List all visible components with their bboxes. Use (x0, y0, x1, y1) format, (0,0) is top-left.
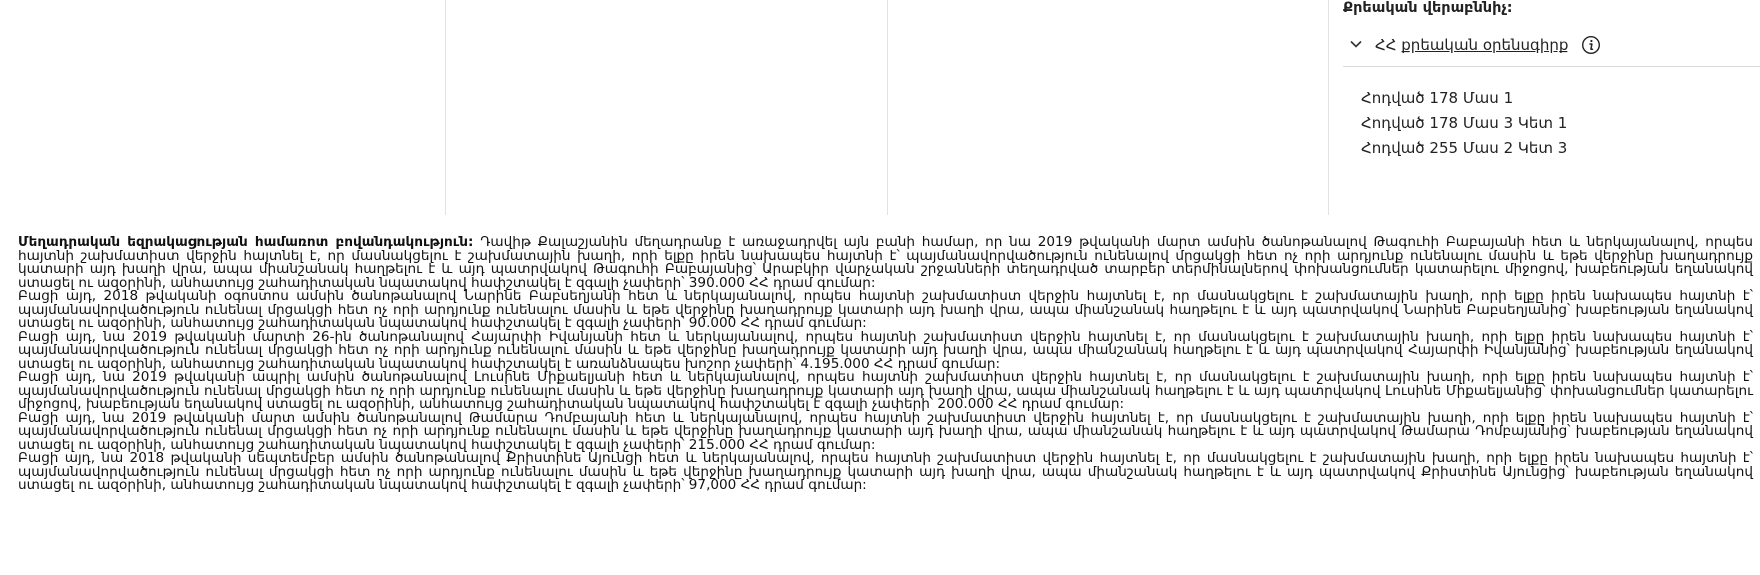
summary-paragraph: Բացի այդ, նա 2019 թվականի ապրիլ ամսին ծանոթանալով Լուսինե Միքաելյանի հետ և ներկայանալով, որպես հայտնի շախմատիստ վերջին հայտնել է, որ մասնակցելու է շախմատային խաղի, որի ելքը իրեն նախապես հայտնի է՝ պայմանավորվածություն ունենալ մրցակցի հետ ոչ որի արդյունք ունենալու մասին և եթե վերջինը խաղադրույք կատարի այդ խաղի վրա, ապա միանշանակ հաղթելու է և այդ պատրվակով Լուսինե Միքաելյանից՝ փոխանցումներ կատարելու միջոցով, խաբեության եղանակով ստացել ու ազօրինի, անհատույց շահադիտական նպատակով հափշտակել է զգալի չափերի՝ 200.000 ՀՀ դրամ գումար: (18, 369, 1753, 412)
article-item[interactable]: Հոդված 178 Մաս 1 (1361, 89, 1514, 107)
sidebar-heading: Քրեական վերաբննիչ: (1343, 0, 1513, 16)
indictment-summary (18, 236, 1753, 493)
summary-lead: Մեղադրական եզրակացության համառոտ բովանդակություն: (18, 234, 474, 250)
column-divider (1328, 0, 1329, 215)
article-item[interactable]: Հոդված 178 Մաս 3 Կետ 1 (1361, 114, 1568, 132)
case-info-panel (0, 0, 1760, 215)
summary-paragraph: Բացի այդ, նա 2019 թվականի մարտի 26-ին ծանոթանալով Հայարփի Իվանյանի հետ և ներկայանալով, որպես հայտնի շախմատիստ վերջին հայտնել է, որ մասնակցելու է շախմատային խաղի, որի ելքը իրեն նախապես հայտնի է՝ պայմանավորվածություն ունենալ մրցակցի հետ ոչ որի արդյունք ունենալու մասին և եթե վերջինը խաղադրույք կատարի այդ խաղի վրա, ապա միանշանակ հաղթելու է և այդ պատրվակով Հայարփի Իվանյանից՝ խաբեության եղանակով ստացել ու ազօրինի, անհատույց շահադիտական նպատակով հափշտակել է առանձնապես խոշոր չափերի՝ 4.195.000 ՀՀ դրամ գումար: (18, 328, 1753, 372)
criminal-code-accordion-header[interactable] (1343, 34, 1760, 67)
criminal-appeal-sidebar (1343, 0, 1760, 215)
article-item[interactable]: Հոդված 255 Մաս 2 Կետ 3 (1361, 139, 1568, 157)
column-divider (445, 0, 446, 215)
column-divider (887, 0, 888, 215)
criminal-code-link[interactable]: քրեական օրենսգիրք (1401, 36, 1569, 54)
article-list (1361, 86, 1567, 161)
title-prefix: ՀՀ (1375, 36, 1397, 54)
info-icon[interactable] (1581, 35, 1601, 55)
summary-text: Դավիթ Քալաշյանին մեղադրանք է առաջադրվել այն բանի համար, որ նա 2019 թվականի մարտ ամսին ծանոթանալով Թագուհի Բաբայանի հետ և ներկայանալով, որպես հայտնի շախմատիստ վերջին հայտնել է, որ մասնակցելու է շախմատային խաղի, որի ելքը իրեն նախապես հայտնի է՝ պայմանավորվածություն ունենալով մրցակցի հետ ոչ որի արդյունք ունենալու մասին և եթե վերջինը խաղադրույք կատարի այդ խաղի վրա, ապա միանշանակ հաղթելու է և այդ պատրվակով Թագուհի Բաբայանից՝ Արաբկիր վարչական շրջանների տեղադրված տարբեր տերմինալներով փոխանցումներ կատարելու միջոցով, խաբեության եղանակով ստացել ու ազօրինի, անհատույց շահադիտական նպատակով հափշտակել է զգալի չափերի՝ 390.000 ՀՀ դրամ գումար: (18, 234, 1753, 291)
summary-paragraph: Բացի այդ, նա 2018 թվականի սեպտեմբեր ամսին ծանոթանալով Քրիստինե Այունցի հետ և ներկայանալով, որպես հայտնի շախմատիստ վերջին հայտնել է, որ մասնակցելու է շախմատային խաղի, որի ելքը իրեն նախապես հայտնի է՝ պայմանավորվածություն ունենալ մրցակցի հետ ոչ որի արդյունք ունենալու մասին և եթե վերջինը խաղադրույք կատարի այդ խաղի վրա, ապա միանշանակ հաղթելու է և այդ պատրվակով Քրիստինե Այունցից՝ խաբեության եղանակով ստացել ու ազօրինի, անհատույց շահադիտական նպատակով հափշտակել է զգալի չափերի՝ 97,000 ՀՀ դրամ գումար: (18, 450, 1753, 493)
summary-paragraph: Բացի այդ, նա 2019 թվականի մարտ ամսին ծանոթանալով Թամարա Դոմբայանի հետ և ներկայանալով, որպես հայտնի շախմատիստ վերջին հայտնել է, որ մասնակցելու է շախմատային խաղի, որի ելքը իրեն նախապես հայտնի է՝ պայմանավորվածություն ունենալ մրցակցի հետ ոչ որի արդյունք ունենալու մասին և եթե վերջինը խաղադրույք կատարի այդ խաղի վրա, ապա միանշանակ հաղթելու է և այդ պատրվակով Թամարա Դոմբայանից՝ խաբեության եղանակով ստացել ու ազօրինի, անհատույց շահադիտական նպատակով հափշտակել է զգալի չափերի՝ 215.000 ՀՀ դրամ գումար: (18, 409, 1753, 453)
chevron-down-icon[interactable] (1349, 37, 1363, 51)
summary-paragraph (18, 236, 1753, 290)
criminal-code-title[interactable] (1375, 36, 1568, 54)
summary-paragraph: Բացի այդ, 2018 թվականի օգոստոս ամսին ծանոթանալով Նարինե Բաբսեղյանի հետ և ներկայանալով, որպես հայտնի շախմատիստ վերջին հայտնել է, որ մասնակցելու է շախմատային խաղի, որի ելքը իրեն նախապես հայտնի է՝ պայմանավորվածություն ունենալ մրցակցի հետ ոչ որի արդյունք ունենալու մասին և եթե վերջինը խաղադրույք կատարի այդ խաղի վրա, ապա միանշանակ հաղթելու է և այդ պատրվակով Նարինե Բաբսեղյանից՝ խաբեության եղանակով ստացել ու ազօրինի, անհատույց շահադիտական նպատակով հափշտակել է զգալի չափերի՝ 90.000 ՀՀ դրամ գումար: (18, 288, 1753, 331)
